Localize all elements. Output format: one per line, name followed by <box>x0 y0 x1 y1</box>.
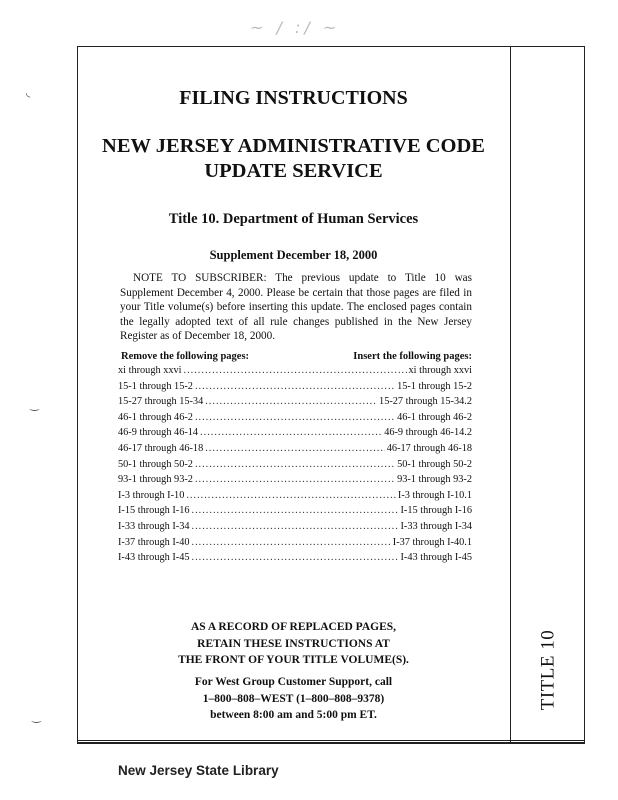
insert-pages: 46-17 through 46-18 <box>386 442 472 454</box>
remove-pages: 46-9 through 46-14 <box>118 427 199 439</box>
page-row <box>118 443 472 459</box>
page-row <box>118 459 472 475</box>
margin-mark: ◟ <box>26 87 31 99</box>
dot-leader <box>192 537 391 548</box>
hole-punch-mark: ‿ <box>32 711 41 723</box>
remove-pages: I-3 through I-10 <box>118 489 185 501</box>
page-list <box>118 365 472 568</box>
customer-support <box>77 674 510 724</box>
handwritten-mark: ~ / :/ ~ <box>250 18 341 37</box>
side-tab-label <box>533 615 563 725</box>
dot-leader <box>200 427 382 438</box>
remove-pages: 50-1 through 50-2 <box>118 458 193 470</box>
insert-pages: 46-1 through 46-2 <box>397 411 472 423</box>
insert-pages: 15-27 through 15-34.2 <box>379 396 472 408</box>
insert-pages: I-3 through I-10.1 <box>397 489 472 501</box>
page-row <box>118 537 472 553</box>
side-tab-text: TITLE 10 <box>537 629 559 711</box>
record-line: AS A RECORD OF REPLACED PAGES, <box>190 621 397 633</box>
dot-leader <box>205 443 385 454</box>
support-hours: between 8:00 am and 5:00 pm ET. <box>210 709 377 721</box>
insert-pages: 46-9 through 46-14.2 <box>384 427 472 439</box>
record-line: RETAIN THESE INSTRUCTIONS AT <box>197 637 390 650</box>
dot-leader <box>184 365 407 376</box>
remove-pages: 46-17 through 46-18 <box>118 442 204 454</box>
page-row <box>118 552 472 568</box>
subscriber-note: NOTE TO SUBSCRIBER: The previous update to Title 10 was Supplement December 4, 2000. Please be certain that those pages are filed in your Title volume(s) before inserting this update. The enclosed pages contain the legally adopted text of all rule changes published in the New Jersey Register as of December 18, 2000. <box>120 272 472 343</box>
page-row <box>118 505 472 521</box>
insert-pages: I-37 through I-40.1 <box>392 536 472 548</box>
insert-pages: 93-1 through 93-2 <box>397 474 472 486</box>
insert-pages: I-33 through I-34 <box>400 520 472 532</box>
support-line: For West Group Customer Support, call <box>194 676 393 688</box>
page-row <box>118 474 472 490</box>
title-heading: Title 10. Department of Human Services <box>168 211 419 227</box>
remove-pages: 93-1 through 93-2 <box>118 474 193 486</box>
page-row <box>118 412 472 428</box>
remove-column-header: Remove the following pages: <box>121 351 250 362</box>
page-row <box>118 381 472 397</box>
dot-leader <box>195 459 395 470</box>
insert-pages: I-43 through I-45 <box>400 552 472 564</box>
frame-bottom-rule <box>77 740 585 744</box>
hole-punch-mark: ‿ <box>30 399 39 411</box>
supplement-date: Supplement December 18, 2000 <box>209 248 378 262</box>
insert-column-header: Insert the following pages: <box>353 351 472 362</box>
record-line: THE FRONT OF YOUR TITLE VOLUME(S). <box>178 654 409 666</box>
page-row <box>118 427 472 443</box>
dot-leader <box>195 412 395 423</box>
remove-pages: I-43 through I-45 <box>118 552 190 564</box>
dot-leader <box>192 521 399 532</box>
dot-leader <box>192 505 399 516</box>
code-title-line1: NEW JERSEY ADMINISTRATIVE CODE <box>102 135 485 157</box>
remove-pages: I-33 through I-34 <box>118 520 190 532</box>
remove-pages: I-37 through I-40 <box>118 536 190 548</box>
page-title: FILING INSTRUCTIONS <box>179 87 408 109</box>
insert-pages: 15-1 through 15-2 <box>397 380 472 392</box>
page-row <box>118 490 472 506</box>
remove-pages: 15-1 through 15-2 <box>118 380 193 392</box>
code-title <box>77 134 510 184</box>
insert-pages: 50-1 through 50-2 <box>397 458 472 470</box>
dot-leader <box>205 396 377 407</box>
dot-leader <box>195 474 395 485</box>
insert-pages: xi through xxvi <box>408 365 472 376</box>
dot-leader <box>195 381 395 392</box>
library-stamp: New Jersey State Library <box>118 763 279 778</box>
remove-pages: I-15 through I-16 <box>118 505 190 517</box>
page-row <box>118 365 472 381</box>
insert-pages: I-15 through I-16 <box>400 505 472 517</box>
remove-pages: xi through xxvi <box>118 365 182 376</box>
dot-leader <box>186 490 396 501</box>
support-phone: 1–800–808–WEST (1–800–808–9378) <box>202 692 385 705</box>
dot-leader <box>192 552 399 563</box>
remove-pages: 46-1 through 46-2 <box>118 411 193 423</box>
page-row <box>118 396 472 412</box>
code-title-line2: UPDATE SERVICE <box>204 160 383 182</box>
page-row <box>118 521 472 537</box>
remove-pages: 15-27 through 15-34 <box>118 396 204 408</box>
record-instructions <box>77 619 510 669</box>
